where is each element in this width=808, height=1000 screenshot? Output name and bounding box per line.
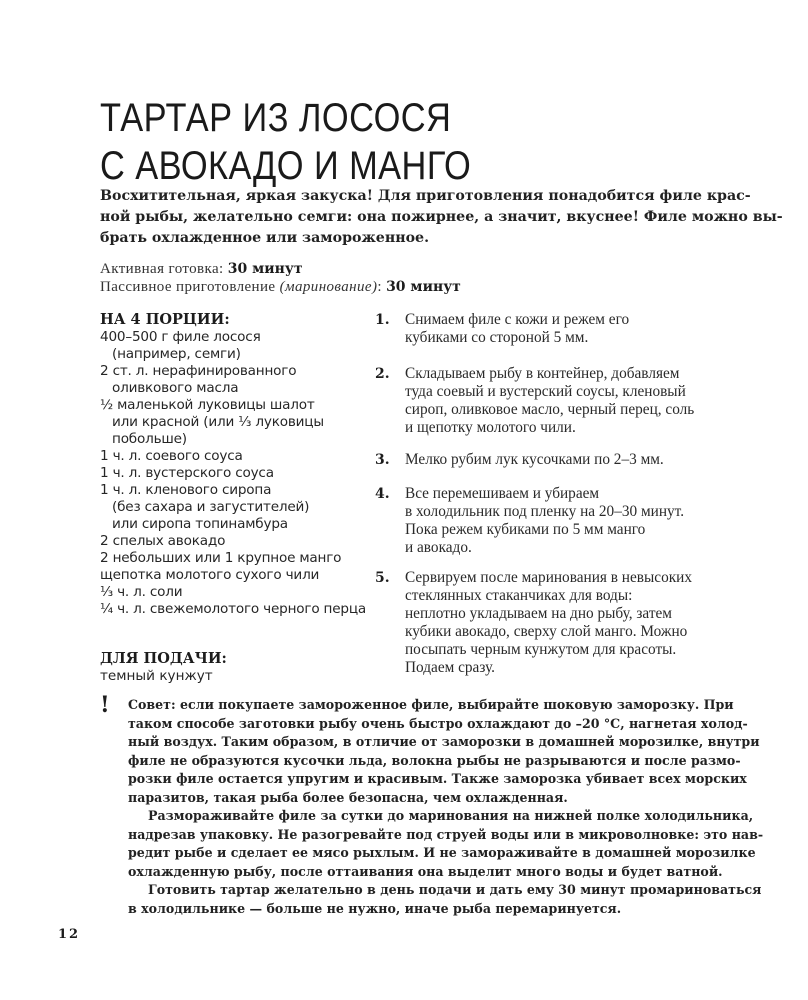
ingredients-heading: НА 4 ПОРЦИИ: bbox=[100, 311, 230, 328]
step-line: Складываем рыбу в контейнер, добавляем bbox=[405, 365, 680, 382]
step-number: 2. bbox=[375, 366, 390, 382]
step-line: Пока режем кубиками по 5 мм манго bbox=[405, 521, 646, 538]
ingredient-item: 1 ч. л. вустерского соуса bbox=[100, 465, 274, 481]
step-line: Сервируем после маринования в невысоких bbox=[405, 569, 692, 586]
intro-line: брать охлажденное или замороженное. bbox=[100, 230, 430, 246]
serving-section bbox=[100, 650, 227, 685]
ingredient-item: 2 спелых авокадо bbox=[100, 533, 226, 549]
tip-line: филе не образуются кусочки льда, волокна рыбы не разрываются и после размо- bbox=[128, 752, 741, 768]
ingredient-item: 2 небольших или 1 крупное манго bbox=[100, 550, 342, 566]
intro-line: ной рыбы, желательно семги: она пожирнее, а значит, вкуснее! Филе можно вы- bbox=[100, 209, 783, 225]
step-line: кубиками со стороной 5 мм. bbox=[405, 329, 589, 346]
step-number: 5. bbox=[375, 570, 390, 586]
tip-box bbox=[100, 692, 764, 918]
step-text bbox=[405, 485, 720, 557]
step-item bbox=[375, 365, 720, 451]
step-number: 3. bbox=[375, 452, 390, 468]
step-text bbox=[405, 311, 720, 347]
timing-info bbox=[100, 260, 461, 296]
ingredient-item: или сиропа топинамбура bbox=[112, 516, 288, 532]
step-item bbox=[375, 569, 720, 677]
step-item bbox=[375, 485, 720, 569]
step-number: 4. bbox=[375, 486, 390, 502]
step-line: стеклянных стаканчиках для воды: bbox=[405, 587, 633, 604]
step-text bbox=[405, 451, 720, 469]
recipe-title-line-2: С АВОКАДО И МАНГО bbox=[100, 144, 472, 188]
passive-time-label: Пассивное приготовление bbox=[100, 279, 280, 295]
ingredient-item: ⅓ ч. л. соли bbox=[100, 584, 183, 600]
step-line: посыпать черным кунжутом для красоты. bbox=[405, 641, 677, 658]
ingredient-item: щепотка молотого сухого чили bbox=[100, 567, 320, 583]
recipe-title-line-1: ТАРТАР ИЗ ЛОСОСЯ bbox=[100, 96, 452, 140]
active-time-value: 30 минут bbox=[227, 261, 303, 277]
ingredient-item: 400–500 г филе лосося bbox=[100, 329, 261, 345]
tip-line: Размораживайте филе за сутки до маринования на нижней полке холодильника, bbox=[148, 808, 754, 823]
step-line: кубики авокадо, сверху слой манго. Можно bbox=[405, 623, 688, 640]
tip-line: Совет: если покупаете замороженное филе, выбирайте шоковую заморозку. При bbox=[128, 697, 734, 712]
tip-line: охлажденную рыбу, после оттаивания она выделит много воды и будет ватной. bbox=[128, 863, 723, 879]
intro-line: Восхитительная, яркая закуска! Для приготовления понадобится филе крас- bbox=[100, 188, 751, 204]
step-line: сироп, оливковое масло, черный перец, соль bbox=[405, 401, 695, 418]
page-number: 12 bbox=[58, 927, 81, 942]
step-line: и авокадо. bbox=[405, 539, 472, 556]
step-line: туда соевый и вустерский соусы, кленовый bbox=[405, 383, 686, 400]
passive-time-value: 30 минут bbox=[386, 279, 461, 295]
tip-line: редит рыбе и сделает ее мясо рыхлым. И не замораживайте в домашней морозилке bbox=[128, 845, 756, 860]
ingredient-item: ½ маленькой луковицы шалот bbox=[100, 397, 315, 413]
step-line: Все перемешиваем и убираем bbox=[405, 485, 600, 502]
step-item bbox=[375, 311, 720, 365]
passive-time bbox=[100, 278, 461, 296]
steps-list bbox=[375, 311, 720, 677]
step-line: и щепотку молотого чили. bbox=[405, 419, 576, 436]
passive-time-colon: : bbox=[377, 279, 387, 295]
active-time-label: Активная готовка: bbox=[100, 261, 228, 277]
step-text bbox=[405, 569, 720, 677]
step-text bbox=[405, 365, 720, 437]
tip-line: таком способе заготовки рыбу очень быстро охлаждают до –20 °С, нагнетая холод- bbox=[128, 715, 748, 731]
ingredient-item: оливкового масла bbox=[112, 380, 239, 396]
step-item bbox=[375, 451, 720, 485]
recipe-intro bbox=[100, 186, 783, 249]
tip-line: Готовить тартар желательно в день подачи и дать ему 30 минут промариноваться bbox=[148, 882, 762, 897]
ingredient-item: 1 ч. л. кленового сиропа bbox=[100, 482, 272, 498]
passive-time-note: (маринование) bbox=[279, 279, 378, 295]
tip-line: розки филе остается упругим и красивым. Также заморозка убивает всех морских bbox=[128, 771, 747, 786]
ingredient-item: (без сахара и загустителей) bbox=[112, 499, 310, 515]
step-line: в холодильник под пленку на 20–30 минут. bbox=[405, 503, 685, 520]
tip-text bbox=[128, 696, 764, 918]
recipe-title bbox=[100, 94, 633, 190]
serving-heading: ДЛЯ ПОДАЧИ: bbox=[100, 650, 227, 667]
tip-line: паразитов, такая рыба более безопасна, чем охлажденная. bbox=[128, 789, 568, 805]
ingredients-list bbox=[100, 329, 370, 618]
ingredient-item: ¼ ч. л. свежемолотого черного перца bbox=[100, 601, 367, 617]
exclamation-icon: ! bbox=[100, 692, 110, 718]
tip-line: в холодильнике — больше не нужно, иначе рыба перемаринуется. bbox=[128, 900, 622, 916]
ingredient-item: побольше) bbox=[112, 431, 187, 447]
tip-line: ный воздух. Таким образом, в отличие от заморозки в домашней морозилке, внутри bbox=[128, 734, 760, 749]
tip-line: надрезав упаковку. Не разогревайте под струей воды или в микроволновке: это нав- bbox=[128, 826, 764, 842]
step-number: 1. bbox=[375, 312, 390, 328]
ingredient-item: или красной (или ⅓ луковицы bbox=[112, 414, 324, 430]
ingredient-item: (например, семги) bbox=[112, 346, 241, 362]
ingredient-item: 2 ст. л. нерафинированного bbox=[100, 363, 297, 379]
serving-item: темный кунжут bbox=[100, 668, 213, 684]
step-line: Снимаем филе с кожи и режем его bbox=[405, 311, 630, 328]
step-line: неплотно укладываем на дно рыбу, затем bbox=[405, 605, 672, 622]
step-line: Мелко рубим лук кусочками по 2–3 мм. bbox=[405, 451, 664, 468]
ingredients-section bbox=[100, 311, 370, 618]
step-line: Подаем сразу. bbox=[405, 659, 496, 676]
active-time bbox=[100, 260, 461, 278]
ingredient-item: 1 ч. л. соевого соуса bbox=[100, 448, 243, 464]
